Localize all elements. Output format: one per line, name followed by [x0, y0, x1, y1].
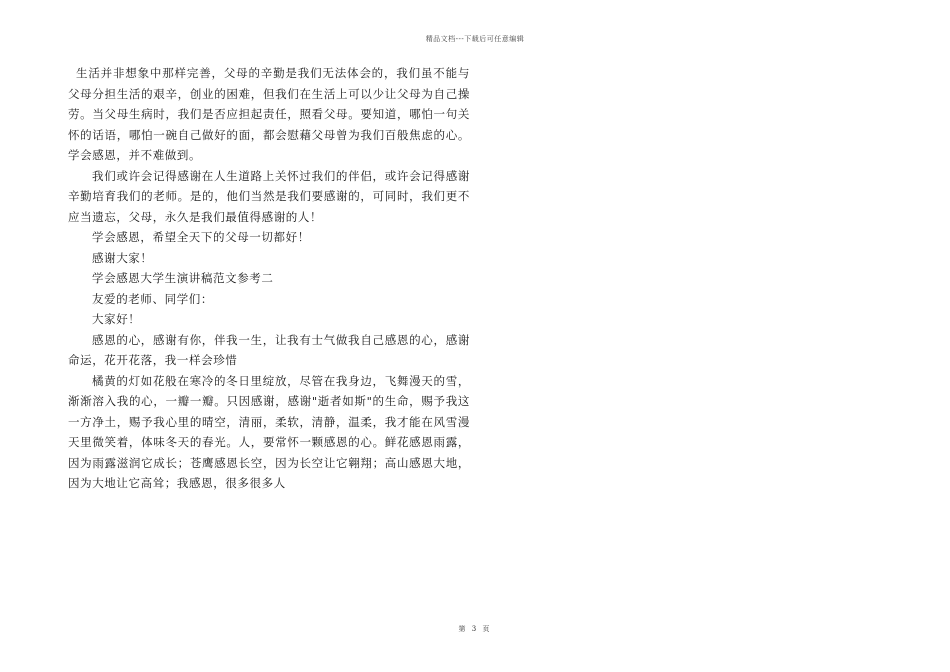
page-header-note: 精品文档---下载后可任意编辑: [425, 35, 525, 43]
document-body: [68, 63, 470, 494]
page-number: 第 3 页: [458, 625, 492, 633]
section-title: 学会感恩大学生演讲稿范文参考二: [92, 271, 274, 285]
salutation: 友爱的老师、同学们：: [92, 291, 213, 306]
paragraph-winter-lamp: 橘黄的灯如花般在寒冷的冬日里绽放，尽管在我身边，飞舞漫天的雪，渐渐溶入我的心，一瓣一瓣。只因感谢，感谢"逝者如斯"的生命，赐予我这一方净土，赐予我心里的晴空，清丽，柔软，清静，温柔，我才能在风雪漫天里微笑着，体味冬天的春光。人，要常怀一颗感恩的心。鲜花感恩雨露，因为雨露滋润它成长；苍鹰感恩长空，因为长空让它翱翔；高山感恩大地，因为大地让它高耸；我感恩，很多很多人: [68, 373, 470, 490]
paragraph-thank-companions: 我们或许会记得感谢在人生道路上关怀过我们的伴侣，或许会记得感谢辛勤培育我们的老师。是的，他们当然是我们要感谢的，可同时，我们更不应当遗忘，父母，永久是我们最值得感谢的人！: [68, 168, 470, 224]
greeting: 大家好！: [92, 312, 141, 326]
paragraph-grateful-heart: 感恩的心，感谢有你，伴我一生，让我有士气做我自己感恩的心，感谢命运，花开花落，我一样会珍惜: [68, 332, 470, 367]
paragraph-thanks-all: 感谢大家！: [92, 250, 153, 265]
paragraph-parents-care: 生活并非想象中那样完善，父母的辛勤是我们无法体会的，我们虽不能与父母分担生活的艰辛，创业的困难，但我们在生活上可以少让父母为自己操劳。当父母生病时，我们是否应担起责任，照看父母。要知道，哪怕一句关怀的话语，哪怕一碗自己做好的面，都会慰藉父母曾为我们百般焦虑的心。学会感恩，并不难做到。: [68, 66, 470, 162]
paragraph-wish-parents: 学会感恩，希望全天下的父母一切都好！: [92, 230, 310, 244]
